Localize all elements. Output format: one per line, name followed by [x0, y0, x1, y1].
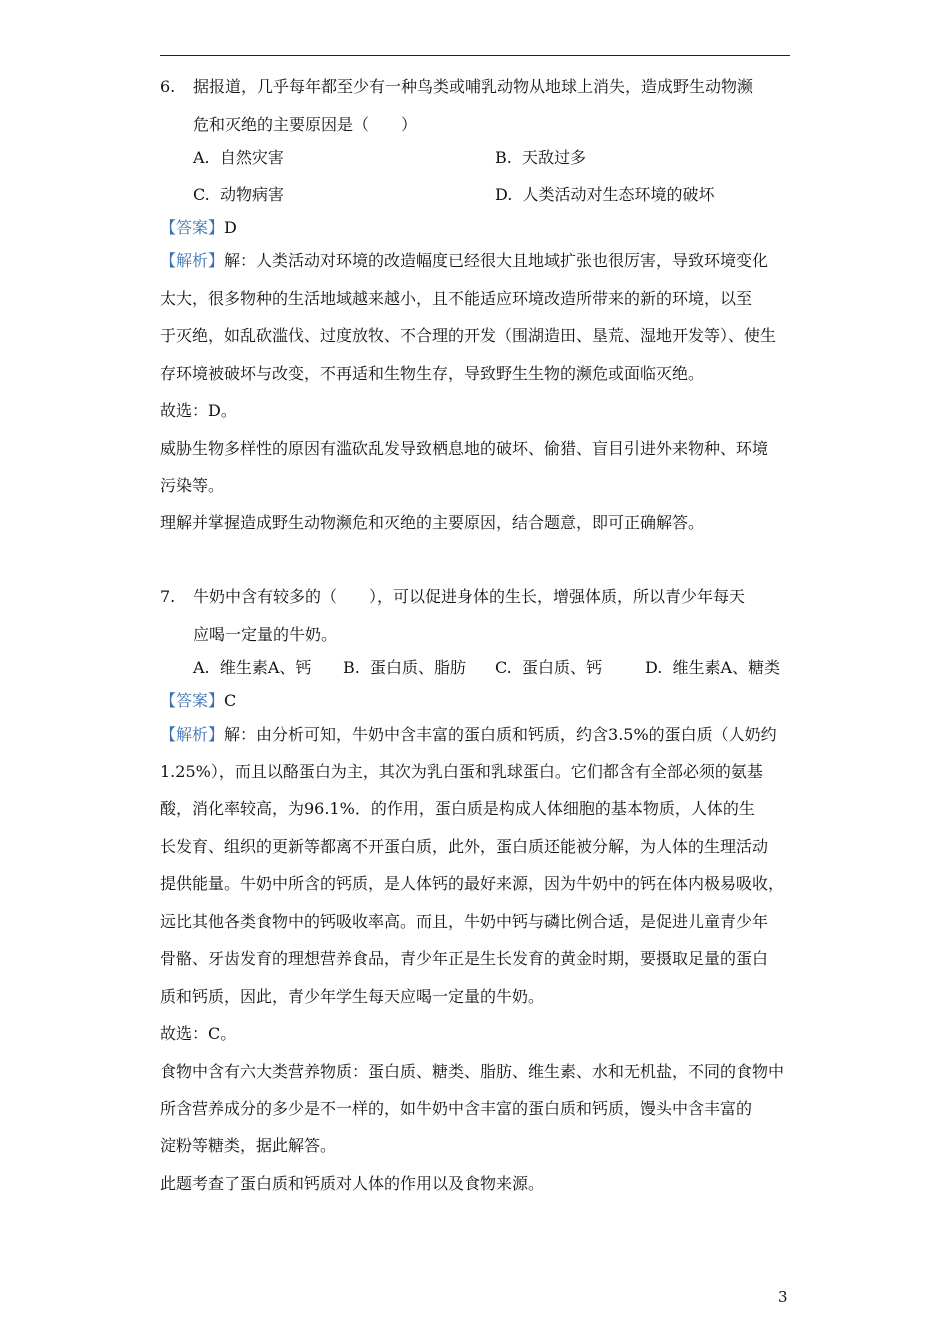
q6-answer [160, 218, 237, 238]
page-number: 3 [778, 1288, 788, 1306]
q6-option-b-text: 天敌过多 [522, 148, 587, 167]
q6-analysis-line1 [160, 251, 768, 271]
q6-option-c [193, 185, 284, 205]
q6-note-line1: 威胁生物多样性的原因有滥砍乱发导致栖息地的破坏、偷猎、盲目引进外来物种、环境 [160, 439, 769, 458]
q6-option-d [495, 185, 715, 205]
q7-analysis-text1: 解：由分析可知，牛奶中含丰富的蛋白质和钙质，约含3.5%的蛋白质（人奶约 [224, 725, 777, 744]
q7-stem-line1: 牛奶中含有较多的（ ），可以促进身体的生长，增强体质，所以青少年每天 [193, 587, 746, 606]
q6-option-b-label: B. [495, 148, 512, 167]
q7-stem-line2: 应喝一定量的牛奶。 [193, 625, 338, 644]
q6-analysis-tag: 【解析】 [160, 251, 225, 270]
q7-choose: 故选：C。 [160, 1024, 237, 1043]
q6-stem-line1: 据报道，几乎每年都至少有一种鸟类或哺乳动物从地球上消失，造成野生动物濒 [193, 77, 754, 96]
q6-option-a-label: A. [193, 148, 210, 167]
q7-analysis-line3: 酸，消化率较高，为96.1%．的作用，蛋白质是构成人体细胞的基本物质，人体的生 [160, 799, 755, 818]
q7-option-d-label: D. [645, 658, 663, 677]
q7-note-line1: 食物中含有六大类营养物质：蛋白质、糖类、脂肪、维生素、水和无机盐，不同的食物中 [160, 1062, 785, 1081]
q6-option-c-label: C. [193, 185, 210, 204]
q7-analysis-line8: 质和钙质，因此，青少年学生每天应喝一定量的牛奶。 [160, 987, 545, 1006]
q7-answer-value: C [224, 691, 237, 710]
q6-option-d-text: 人类活动对生态环境的破坏 [522, 185, 715, 204]
header-rule [160, 55, 790, 56]
q7-note-line2: 所含营养成分的多少是不一样的，如牛奶中含丰富的蛋白质和钙质，馒头中含丰富的 [160, 1099, 753, 1118]
q6-number: 6. [160, 77, 176, 96]
q7-option-b-label: B. [343, 658, 360, 677]
q7-analysis-tag: 【解析】 [160, 725, 225, 744]
q6-analysis-line3: 于灭绝，如乱砍滥伐、过度放牧、不合理的开发（围湖造田、垦荒、湿地开发等）、使生 [160, 326, 777, 345]
q7-option-d-text: 维生素A、糖类 [672, 658, 781, 677]
q7-summary: 此题考查了蛋白质和钙质对人体的作用以及食物来源。 [160, 1174, 545, 1193]
q6-note-line2: 污染等。 [160, 476, 225, 495]
q7-option-c-label: C. [495, 658, 512, 677]
q6-analysis-line2: 太大，很多物种的生活地域越来越小，且不能适应环境改造所带来的新的环境，以至 [160, 289, 753, 308]
q7-option-d [645, 658, 780, 678]
q7-answer-tag: 【答案】 [160, 691, 225, 710]
q7-option-b-text: 蛋白质、脂肪 [370, 658, 467, 677]
q6-option-a [193, 148, 284, 168]
q7-analysis-line6: 远比其他各类食物中的钙吸收率高。而且，牛奶中钙与磷比例合适，是促进儿童青少年 [160, 912, 769, 931]
q6-option-d-label: D. [495, 185, 513, 204]
q7-option-a-text: 维生素A、钙 [219, 658, 312, 677]
q6-stem-line2: 危和灭绝的主要原因是（ ） [193, 115, 418, 134]
q6-summary: 理解并掌握造成野生动物濒危和灭绝的主要原因，结合题意，即可正确解答。 [160, 513, 705, 532]
q7-analysis-line2: 1.25%），而且以酪蛋白为主，其次为乳白蛋和乳球蛋白。它们都含有全部必须的氨基 [160, 762, 763, 781]
q6-answer-tag: 【答案】 [160, 218, 225, 237]
q7-number: 7. [160, 587, 176, 606]
q7-option-a-label: A. [193, 658, 210, 677]
q6-option-b [495, 148, 586, 168]
q7-analysis-line5: 提供能量。牛奶中所含的钙质，是人体钙的最好来源，因为牛奶中的钙在体内极易吸收， [160, 874, 785, 893]
q6-option-c-text: 动物病害 [219, 185, 284, 204]
q7-note-line3: 淀粉等糖类，据此解答。 [160, 1136, 337, 1155]
q7-option-a [193, 658, 311, 678]
q7-option-c-text: 蛋白质、钙 [521, 658, 602, 677]
q7-analysis-line4: 长发育、组织的更新等都离不开蛋白质，此外，蛋白质还能被分解，为人体的生理活动 [160, 837, 769, 856]
q6-choose: 故选：D。 [160, 401, 237, 420]
q6-answer-value: D [224, 218, 237, 237]
q7-option-c [495, 658, 602, 678]
q6-option-a-text: 自然灾害 [219, 148, 284, 167]
q6-analysis-text1: 解：人类活动对环境的改造幅度已经很大且地域扩张也很厉害，导致环境变化 [224, 251, 769, 270]
q7-analysis-line1 [160, 725, 777, 745]
q7-analysis-line7: 骨骼、牙齿发育的理想营养食品，青少年正是生长发育的黄金时期，要摄取足量的蛋白 [160, 949, 769, 968]
q7-answer [160, 691, 236, 711]
q6-analysis-line4: 存环境被破坏与改变，不再适和生物生存，导致野生生物的濒危或面临灭绝。 [160, 364, 705, 383]
q7-option-b [343, 658, 466, 678]
